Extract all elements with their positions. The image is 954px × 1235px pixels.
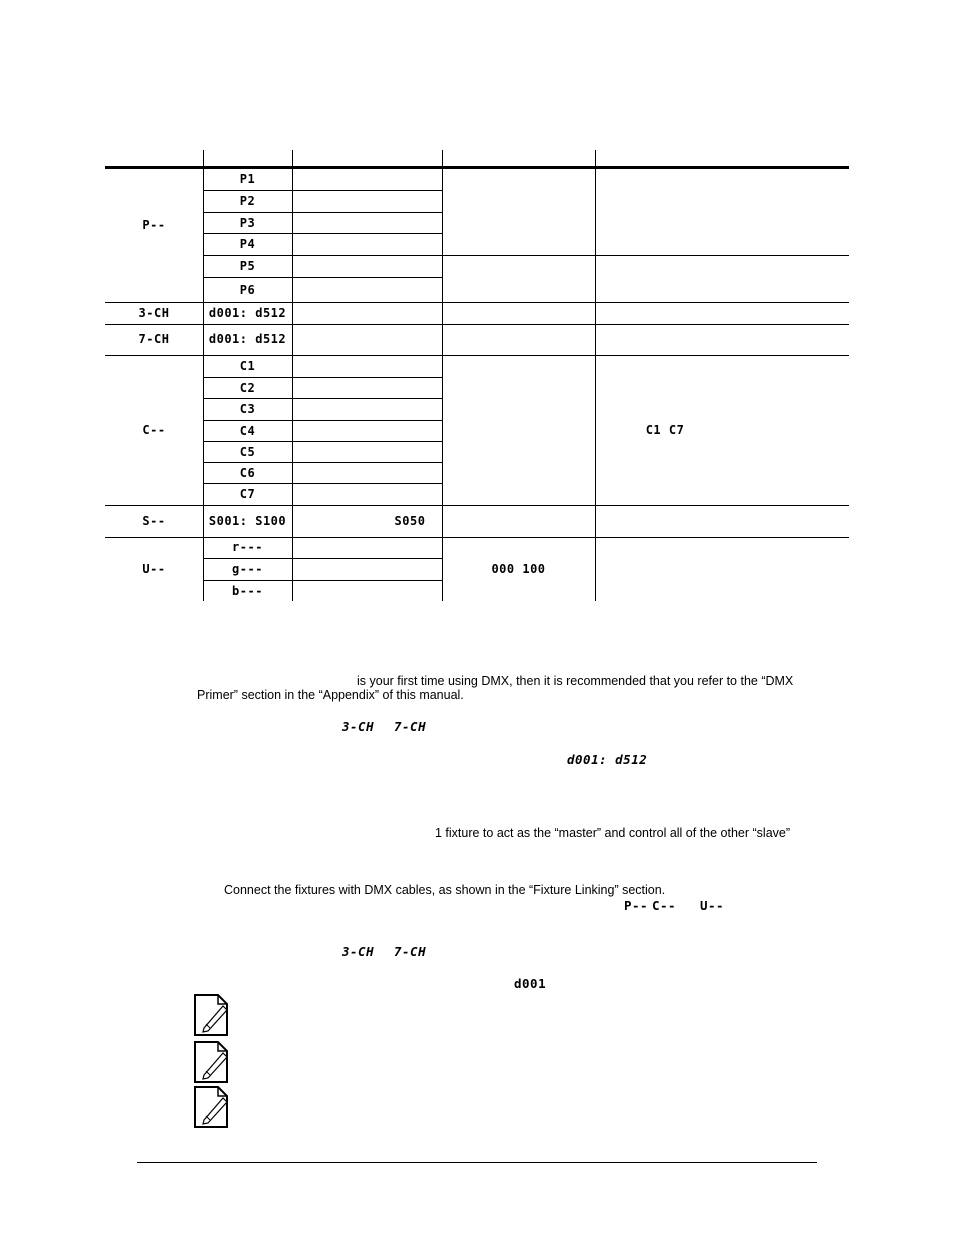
mode-c: C-- (142, 423, 166, 437)
color-codes-range: C1 C7 (645, 423, 685, 437)
mode-3ch: 3-CH (138, 306, 170, 320)
note-pencil-icon (194, 994, 228, 1036)
dmx-intro-line-2: Primer” section in the “Appendix” of this manual. (197, 688, 464, 702)
strobe-default-value: S050 (394, 514, 426, 528)
mode-7ch: 7-CH (138, 332, 170, 346)
setting-p6: P6 (239, 283, 256, 297)
note-pencil-icon (194, 1086, 228, 1128)
master-slave-line: 1 fixture to act as the “master” and control all of the other “slave” (435, 826, 791, 840)
code-3ch: 3-CH (342, 719, 375, 734)
setting-c7: C7 (239, 487, 256, 501)
code-u: U-- (700, 898, 725, 913)
mode-s: S-- (142, 514, 166, 528)
setting-p2: P2 (239, 194, 256, 208)
setting-p4: P4 (239, 237, 256, 251)
setting-p1: P1 (239, 172, 256, 186)
code-d001: d001 (514, 976, 547, 991)
mode-u: U-- (142, 562, 166, 576)
mode-p: P-- (142, 218, 166, 232)
code-3ch-b: 3-CH (342, 944, 375, 959)
settings-table (0, 0, 954, 610)
setting-c4: C4 (239, 424, 256, 438)
setting-c1: C1 (239, 359, 256, 373)
note-pencil-icon (194, 1041, 228, 1083)
setting-r: r--- (232, 540, 263, 554)
code-7ch: 7-CH (394, 719, 427, 734)
code-address-range: d001: d512 (567, 752, 648, 767)
setting-b: b--- (232, 584, 263, 598)
table-header-rule (105, 166, 849, 169)
code-p: P-- (624, 898, 649, 913)
setting-c2: C2 (239, 381, 256, 395)
setting-c3: C3 (239, 402, 256, 416)
setting-p5: P5 (239, 259, 256, 273)
code-c: C-- (652, 898, 677, 913)
setting-c5: C5 (239, 445, 256, 459)
connect-fixtures-line: Connect the fixtures with DMX cables, as shown in the “Fixture Linking” section. (224, 883, 666, 897)
setting-c6: C6 (239, 466, 256, 480)
footer-rule (137, 1162, 817, 1163)
dmx-intro-line-1: is your first time using DMX, then it is recommended that you refer to the “DMX (357, 674, 794, 688)
user-color-range: 000 100 (491, 562, 546, 576)
setting-3ch-address: d001: d512 (208, 306, 287, 320)
setting-g: g--- (232, 562, 263, 576)
setting-p3: P3 (239, 216, 256, 230)
setting-7ch-address: d001: d512 (208, 332, 287, 346)
code-7ch-b: 7-CH (394, 944, 427, 959)
setting-s-range: S001: S100 (208, 514, 287, 528)
